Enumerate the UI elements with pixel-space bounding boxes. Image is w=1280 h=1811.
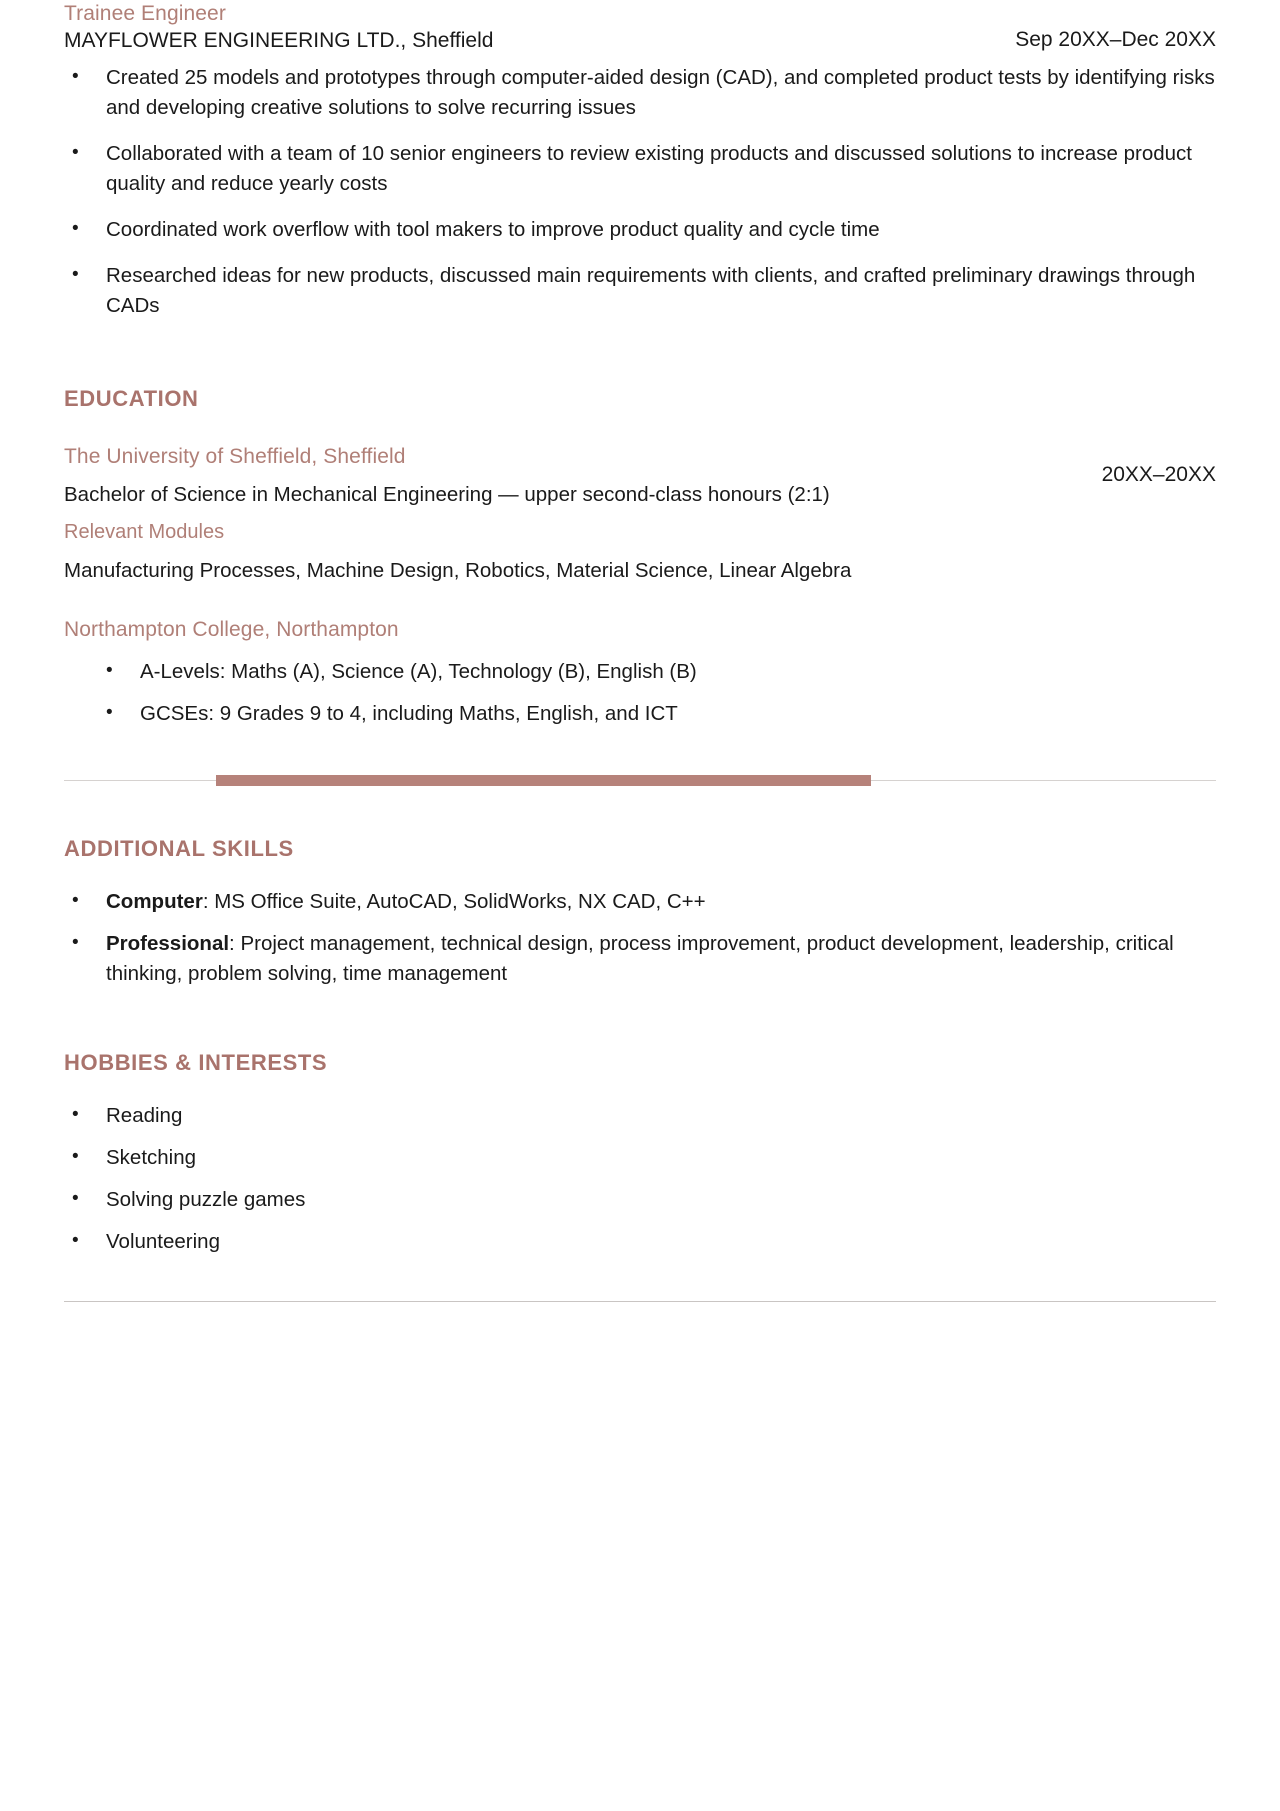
university-name: The University of Sheffield, Sheffield	[64, 445, 406, 468]
section-divider-ornament	[64, 775, 1216, 787]
university-dates: 20XX–20XX	[1101, 463, 1216, 486]
employer-name: MAYFLOWER ENGINEERING LTD., Sheffield	[64, 29, 494, 52]
list-item: • Solving puzzle games	[64, 1185, 1216, 1215]
list-item	[64, 929, 1216, 989]
section-heading-education: EDUCATION	[64, 386, 199, 411]
list-item: • Collaborated with a team of 10 senior engineers to review existing products and discussed solutions to increase product quality and reduce yearly costs	[64, 139, 1216, 199]
skill-label: Computer	[106, 890, 203, 913]
section-heading-hobbies: HOBBIES & INTERESTS	[64, 1050, 328, 1075]
list-item: • Volunteering	[64, 1227, 1216, 1257]
relevant-modules-label: Relevant Modules	[64, 521, 225, 543]
experience-entry-right	[1015, 0, 1216, 54]
education-university-left	[64, 443, 904, 586]
divider-accent-bar	[216, 775, 871, 786]
list-item: • Coordinated work overflow with tool makers to improve product quality and cycle time	[64, 215, 1216, 245]
skill-value: : Project management, technical design, process improvement, product development, leadership, critical thinking, problem solving, time management	[106, 932, 1174, 985]
experience-bullet-list	[64, 63, 1216, 321]
hobbies-bullet-list	[64, 1101, 1216, 1257]
section-heading-additional-skills: ADDITIONAL SKILLS	[64, 836, 294, 861]
college-bullet-list	[64, 657, 1216, 729]
education-university-block	[64, 443, 1216, 586]
experience-entry-left	[64, 0, 493, 55]
education-university-right	[1102, 443, 1216, 489]
list-item: • Created 25 models and prototypes through computer-aided design (CAD), and completed product tests by identifying risks and developing creative solutions to solve recurring issues	[64, 63, 1216, 123]
degree-line: Bachelor of Science in Mechanical Engineering — upper second-class honours (2:1)	[64, 483, 830, 506]
skill-label: Professional	[106, 932, 230, 955]
list-item: • Reading	[64, 1101, 1216, 1131]
page-bottom-rule	[64, 1301, 1216, 1302]
college-name: Northampton College, Northampton	[64, 618, 399, 641]
list-item: • GCSEs: 9 Grades 9 to 4, including Maths, English, and ICT	[64, 699, 1216, 729]
list-item: • Researched ideas for new products, discussed main requirements with clients, and crafted preliminary drawings through CADs	[64, 261, 1216, 321]
job-title: Trainee Engineer	[64, 2, 226, 25]
list-item: • A-Levels: Maths (A), Science (A), Technology (B), English (B)	[64, 657, 1216, 687]
relevant-modules-value: Manufacturing Processes, Machine Design, Robotics, Material Science, Linear Algebra	[64, 559, 852, 582]
skill-value: : MS Office Suite, AutoCAD, SolidWorks, NX CAD, C++	[202, 890, 706, 913]
list-item	[64, 887, 1216, 917]
skills-bullet-list	[64, 887, 1216, 989]
list-item: • Sketching	[64, 1143, 1216, 1173]
experience-entry-header	[64, 0, 1216, 55]
experience-dates: Sep 20XX–Dec 20XX	[1015, 28, 1216, 51]
